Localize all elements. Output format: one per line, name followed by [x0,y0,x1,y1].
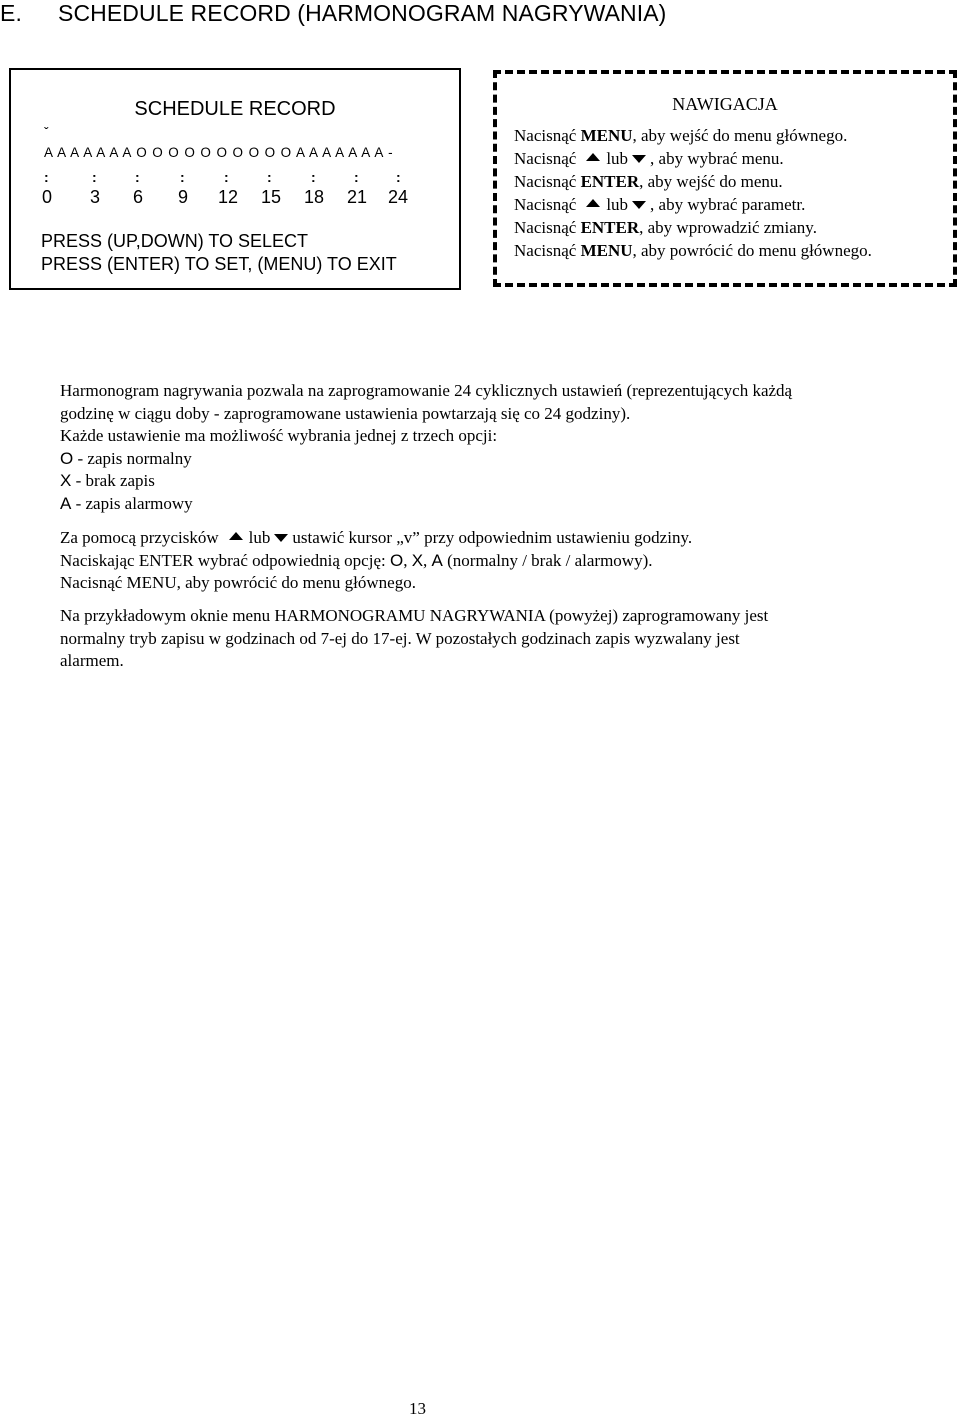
up-arrow-icon [586,199,600,207]
nav-text: , aby powrócić do menu głównego. [632,241,872,260]
osd-tick: : [135,169,140,185]
option-text: - brak zapis [71,471,155,490]
osd-tick: : [92,169,97,185]
nav-line [514,126,847,146]
osd-hour-label: 24 [387,187,409,207]
page-number: 13 [409,1399,426,1418]
paragraph-line: alarmem. [60,651,124,670]
osd-cursor: ˇ [44,124,49,140]
nav-text: Nacisnąć [514,195,577,214]
paragraph-text: (normalny / brak / alarmowy). [442,550,653,570]
separator: , [403,550,412,570]
osd-tick: : [224,169,229,185]
paragraph-line: Na przykładowym oknie menu HARMONOGRAMU NAGRYWANIA (powyżej) zaprogramowany jest [60,606,769,625]
osd-hint-set-exit: PRESS (ENTER) TO SET, (MENU) TO EXIT [41,254,397,274]
nav-text: Nacisnąć [514,218,581,237]
nav-text: Nacisnąć [514,241,581,260]
osd-tick: : [311,169,316,185]
option-code: X [60,471,72,490]
paragraph-line: Harmonogram nagrywania pozwala na zaprogramowanie 24 cyklicznych ustawień (reprezentujących każdą [60,381,793,400]
down-arrow-icon [632,201,646,209]
paragraph-line: Nacisnąć MENU, aby powrócić do menu głównego. [60,573,416,592]
option-normal [60,448,940,471]
nav-key: ENTER [580,218,640,237]
osd-tick: : [396,169,401,185]
paragraph-line: godzinę w ciągu doby - zaprogramowane ustawienia powtarzają się co 24 godziny). [60,403,631,423]
down-arrow-icon [632,155,646,163]
down-arrow-icon [274,534,288,542]
osd-tick: : [180,169,185,185]
nav-text: , aby wejść do menu. [639,172,783,191]
nav-text: , aby wejść do menu głównego. [632,126,848,145]
navigation-title: NAWIGACJA [672,94,778,114]
description-paragraph [60,380,940,515]
option-text: - zapis normalny [73,448,192,468]
section-heading [0,0,666,27]
nav-text: Nacisnąć [514,149,577,168]
paragraph-text: ustawić kursor „v” przy odpowiednim ustawieniu godziny. [292,528,693,547]
up-arrow-icon [229,532,243,540]
option-code: O [389,550,404,570]
paragraph-line [60,550,940,573]
nav-line [514,218,817,238]
osd-hour-label: 3 [89,187,101,207]
option-code: O [60,448,74,468]
nav-text: lub [606,149,629,168]
osd-hint-select: PRESS (UP,DOWN) TO SELECT [41,231,309,251]
instructions-paragraph [60,527,940,595]
nav-line [514,195,805,215]
option-text: - zapis alarmowy [71,493,193,513]
section-letter: E. [0,0,22,26]
option-alarm [60,493,940,516]
osd-tick: : [267,169,272,185]
nav-text: , aby wybrać menu. [650,149,784,168]
paragraph-text: Naciskając ENTER wybrać odpowiednią opcję: [60,550,390,570]
osd-hour-label: 21 [346,187,368,207]
up-arrow-icon [586,153,600,161]
example-paragraph [60,605,940,673]
nav-line [514,149,784,169]
navigation-box [493,70,957,287]
paragraph-line [60,527,940,550]
osd-hour-label: 15 [260,187,282,207]
paragraph-line: normalny tryb zapisu w godzinach od 7-ej do 17-ej. W pozostałych godzinach zapis wyzwalany jest [60,628,740,648]
nav-key: ENTER [580,172,640,191]
nav-text: lub [606,195,629,214]
nav-text: , aby wprowadzić zmiany. [639,218,817,237]
osd-hour-label: 0 [41,187,53,207]
option-code: A [431,550,443,570]
osd-hour-label: 6 [132,187,144,207]
osd-hour-label: 9 [177,187,189,207]
osd-hour-label: 12 [217,187,239,207]
osd-tick: : [354,169,359,185]
nav-text: Nacisnąć [514,172,581,191]
paragraph-text: Za pomocą przycisków [60,528,219,547]
separator: , [423,550,432,570]
osd-tick: : [44,169,49,185]
nav-text: , aby wybrać parametr. [650,195,806,214]
schedule-record-screen [9,68,461,290]
option-none [60,470,940,493]
nav-text: Nacisnąć [514,126,581,145]
nav-line [514,172,783,192]
osd-hour-label: 18 [303,187,325,207]
osd-title: SCHEDULE RECORD [134,98,336,120]
osd-hour-slots: A A A A A A A O O O O O O O O O O A A A A A A A - [44,145,394,160]
nav-key: MENU [580,241,633,260]
nav-line [514,241,872,261]
paragraph-line: Każde ustawienie ma możliwość wybrania jednej z trzech opcji: [60,426,498,445]
option-code: A [60,493,72,513]
paragraph-text: lub [248,528,271,547]
nav-key: MENU [580,126,633,145]
section-title: SCHEDULE RECORD (HARMONOGRAM NAGRYWANIA) [58,0,667,26]
option-code: X [411,550,424,570]
